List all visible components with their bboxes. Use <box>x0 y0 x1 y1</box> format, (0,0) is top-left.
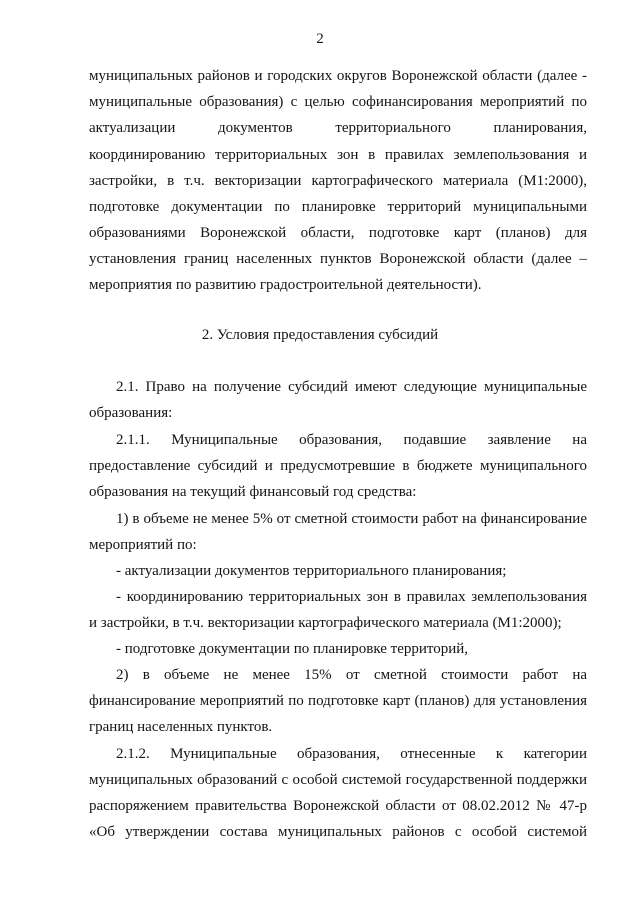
text-line: 2) в объеме не менее 15% от сметной стоимости работ на <box>116 667 587 683</box>
text-line: муниципальные образования) с целью софинансирования мероприятий по <box>89 94 587 110</box>
text-line: мероприятий по: <box>89 537 197 553</box>
section-heading: 2. Условия предоставления субсидий <box>201 327 439 343</box>
text-line: муниципальных образований с особой системой государственной поддержки <box>89 772 587 788</box>
text-line: границ населенных пунктов. <box>89 719 273 735</box>
text-line: «Об утверждении состава муниципальных районов с особой системой <box>89 824 587 840</box>
text-line: распоряжением правительства Воронежской области от 08.02.2012 № 47-р <box>89 798 587 814</box>
text-line: - актуализации документов территориального планирования; <box>116 563 507 579</box>
text-line: образованиями Воронежской области, подготовке карт (планов) для <box>89 225 587 241</box>
text-line: мероприятия по развитию градостроительной деятельности). <box>89 277 482 293</box>
text-line: установления границ населенных пунктов Воронежской области (далее – <box>89 251 587 267</box>
text-line: муниципальных районов и городских округов Воронежской области (далее - <box>89 68 587 84</box>
text-line: - координированию территориальных зон в правилах землепользования <box>116 589 587 605</box>
text-line: предоставление субсидий и предусмотревшие в бюджете муниципального <box>89 458 587 474</box>
text-line: 2.1.1. Муниципальные образования, подавшие заявление на <box>116 432 587 448</box>
text-line: - подготовке документации по планировке территорий, <box>116 641 469 657</box>
text-line: и застройки, в т.ч. векторизации картографического материала (М1:2000); <box>89 615 562 631</box>
text-line: 1) в объеме не менее 5% от сметной стоимости работ на финансирование <box>116 511 587 527</box>
text-line: 2.1. Право на получение субсидий имеют следующие муниципальные <box>116 379 587 395</box>
text-line: актуализации документов территориального планирования, <box>89 120 587 136</box>
page-number: 2 <box>316 31 324 47</box>
text-line: финансирование мероприятий по подготовке карт (планов) для установления <box>89 693 587 709</box>
text-line: координированию территориальных зон в правилах землепользования и <box>89 147 587 163</box>
text-line: образования на текущий финансовый год средства: <box>89 484 417 500</box>
text-line: застройки, в т.ч. векторизации картографического материала (М1:2000), <box>89 173 587 189</box>
text-line: образования: <box>89 405 173 421</box>
text-line: подготовке документации по планировке территорий муниципальными <box>89 199 587 215</box>
text-line: 2.1.2. Муниципальные образования, отнесенные к категории <box>116 746 587 762</box>
